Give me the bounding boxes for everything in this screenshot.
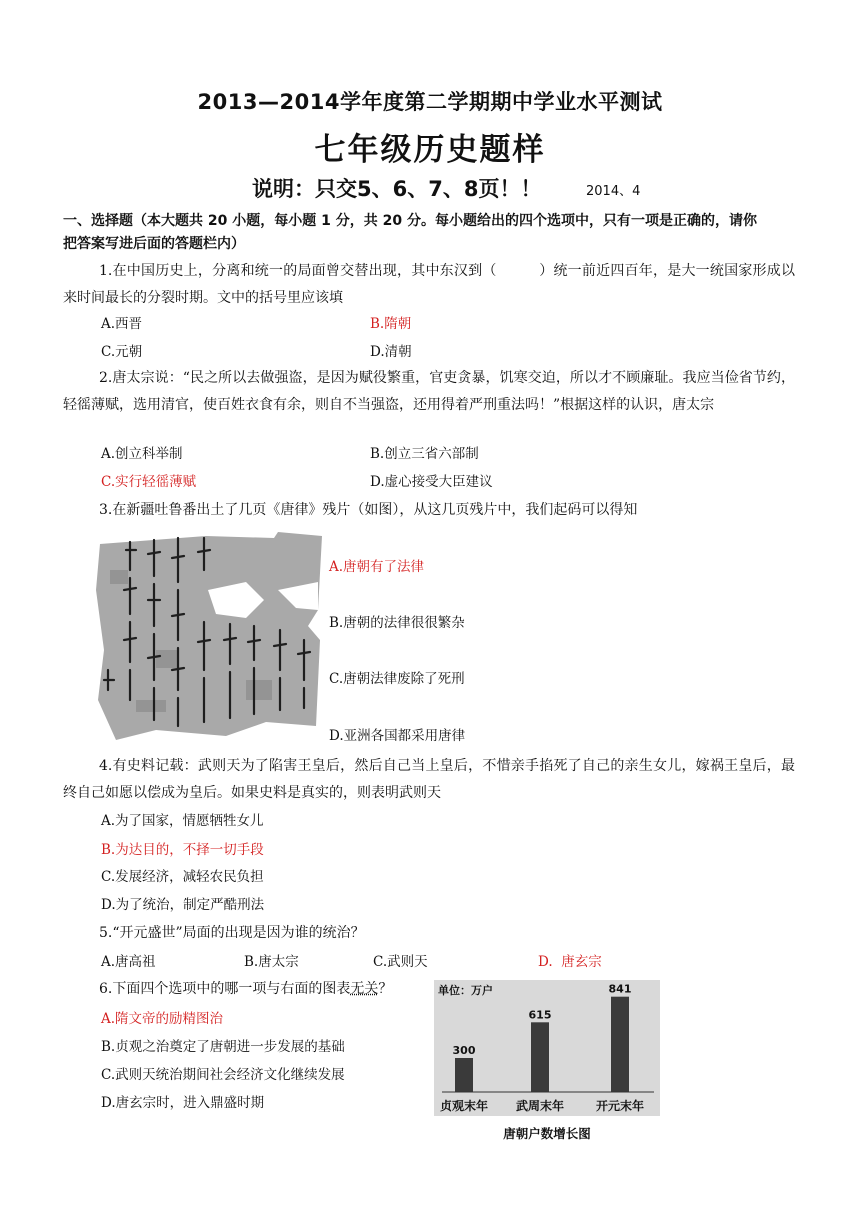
q2-option-d[interactable]: D.虚心接受大臣建议 [370, 474, 493, 490]
household-growth-chart [434, 980, 660, 1116]
question-6-stem-before: 6.下面四个选项中的哪一项与右面的图表 [99, 981, 351, 997]
q1-option-d[interactable]: D.清朝 [370, 344, 412, 360]
chart-data-label: 300 [452, 1044, 476, 1057]
section-heading [63, 210, 803, 256]
subject-title: 七年级历史题样 [314, 132, 546, 168]
q6-option-b[interactable]: B.贞观之治奠定了唐朝进一步发展的基础 [101, 1039, 345, 1055]
question-6-stem [63, 976, 403, 1003]
exam-date: 2014、4 [586, 184, 641, 199]
q2-option-b[interactable]: B.创立三省六部制 [370, 446, 479, 462]
chart-caption: 唐朝户数增长图 [503, 1126, 591, 1141]
chart-bar [611, 997, 629, 1092]
question-6-stem-after: ？ [378, 981, 393, 997]
question-3-stem: 3.在新疆吐鲁番出土了几页《唐律》残片（如图），从这几页残片中，我们起码可以得知 [99, 502, 638, 518]
q6-option-a[interactable]: A.隋文帝的励精图治 [101, 1011, 224, 1027]
q4-option-c[interactable]: C.发展经济，减轻农民负担 [101, 869, 264, 885]
q5-option-a[interactable]: A.唐高祖 [101, 954, 156, 970]
q4-option-d[interactable]: D.为了统治，制定严酷刑法 [101, 897, 265, 913]
q3-option-d[interactable]: D.亚洲各国都采用唐律 [329, 728, 466, 744]
q3-option-c[interactable]: C.唐朝法律废除了死刑 [329, 671, 465, 687]
chart-category-label: 武周末年 [515, 1099, 565, 1113]
q1-option-b[interactable]: B.隋朝 [370, 316, 412, 332]
section-heading-line1: 一、选择题（本大题共 20 小题，每小题 1 分，共 20 分。每小题给出的四个选项中，只有一项是正确的，请你 [63, 213, 757, 229]
q1-option-c[interactable]: C.元朝 [101, 344, 143, 360]
q5-option-b[interactable]: B.唐太宗 [244, 954, 299, 970]
chart-category-label: 开元末年 [595, 1099, 645, 1113]
q6-option-c[interactable]: C.武则天统治期间社会经济文化继续发展 [101, 1067, 345, 1083]
chart-bar [531, 1022, 549, 1092]
question-6-stem-emphasis: 无关 [350, 981, 379, 997]
chart-unit-label: 单位：万户 [438, 984, 493, 997]
chart-data-label: 841 [608, 982, 632, 996]
section-heading-line2: 把答案写进后面的答题栏内） [63, 236, 245, 252]
q1-option-a[interactable]: A.西晋 [101, 316, 143, 332]
q2-option-c[interactable]: C.实行轻徭薄赋 [101, 474, 197, 490]
q4-option-b[interactable]: B.为达目的，不择一切手段 [101, 842, 264, 858]
chart-bar [455, 1058, 473, 1092]
question-5-stem: 5.“开元盛世”局面的出现是因为谁的统治？ [99, 925, 365, 941]
chart-data-label: 615 [528, 1008, 552, 1022]
q2-option-a[interactable]: A.创立科举制 [101, 446, 183, 462]
exam-title: 2013—2014学年度第二学期期中学业水平测试 [197, 90, 663, 114]
q5-option-d[interactable]: D. 唐玄宗 [538, 954, 602, 970]
q3-option-a[interactable]: A.唐朝有了法律 [329, 559, 425, 575]
q3-option-b[interactable]: B.唐朝的法律很很繁杂 [329, 615, 465, 631]
chart-svg [434, 980, 660, 1116]
submission-note: 说明：只交5、6、7、8页！！ [252, 177, 542, 201]
question-2-stem: 2.唐太宗说：“民之所以去做强盗，是因为赋役繁重，官吏贪暴，饥寒交迫，所以才不顾廉耻。我应当俭省节约，轻徭薄赋，选用清官，使百姓衣食有余，则自不当强盗，还用得着严刑重法吗！”根据这样的认识，唐太宗 [63, 370, 795, 413]
question-1-stem: 1.在中国历史上，分离和统一的局面曾交替出现，其中东汉到（ ）统一前近四百年，是大一统国家形成以来时间最长的分裂时期。文中的括号里应该填 [63, 263, 795, 306]
q4-option-a[interactable]: A.为了国家，情愿牺牲女儿 [101, 813, 264, 829]
q5-option-c[interactable]: C.武则天 [373, 954, 428, 970]
chart-category-label: 贞观末年 [439, 1099, 489, 1113]
question-4-stem: 4.有史料记载：武则天为了陷害王皇后，然后自己当上皇后，不惜亲手掐死了自己的亲生女儿，嫁祸王皇后，最终自己如愿以偿成为皇后。如果史料是真实的，则表明武则天 [63, 758, 795, 801]
tang-law-fragment-image [96, 530, 324, 744]
q6-option-d[interactable]: D.唐玄宗时，进入鼎盛时期 [101, 1095, 265, 1111]
